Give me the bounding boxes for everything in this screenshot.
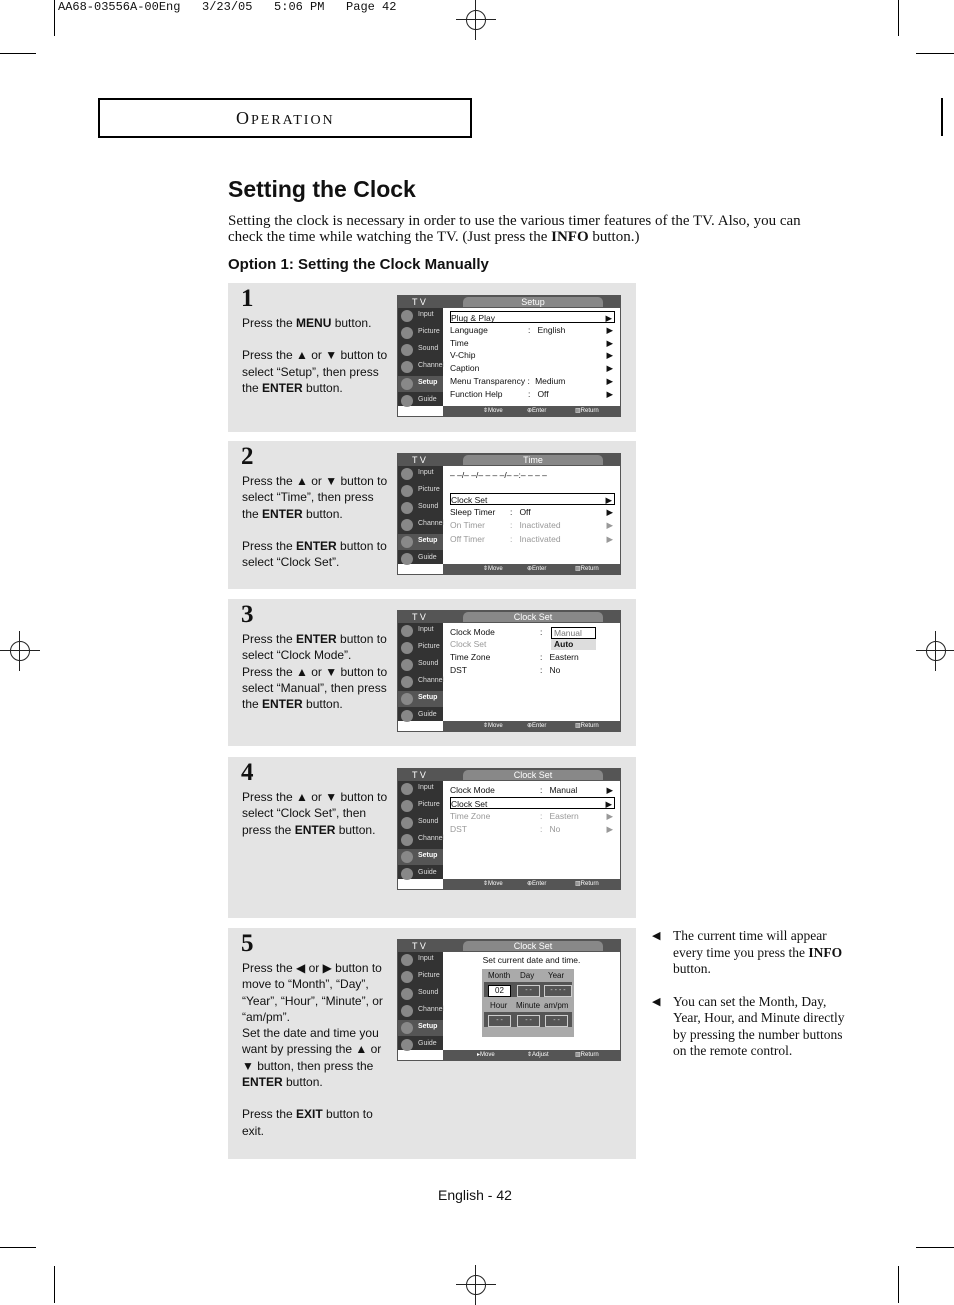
crop-mark (54, 1266, 55, 1303)
osd-footer: ⇕ Move ⊕ Enter ▥ Return (443, 406, 620, 416)
day-field: - - (517, 985, 540, 997)
section-header-box (98, 98, 472, 138)
setup-icon (401, 693, 413, 705)
step-1-panel (228, 283, 636, 432)
crop-mark (898, 1266, 899, 1303)
dropdown-option: Manual (551, 627, 596, 639)
tv-osd-screen: T V Clock Set Input Picture Sound Channel Setup Guide Clock Mode : Clock Set Time Zone : Eastern DST : No Manual Auto ⇕ Move ⊕ Enter ▥ Return (397, 610, 621, 732)
picture-icon (401, 800, 413, 812)
channel-icon (401, 834, 413, 846)
osd-menu-row: Clock Mode : Manual ▶ (450, 785, 613, 795)
registration-mark-icon (456, 1265, 496, 1305)
year-field: - - - - (544, 985, 572, 997)
tv-osd-screen: T V Clock Set Input Picture Sound Channel Setup Guide Clock Mode : Manual ▶ Clock Set ▶ Time Zone : Eastern ▶ DST : No ▶ ⇕ Move ⊕ Enter ▥ Return (397, 768, 621, 890)
crop-mark (0, 53, 36, 54)
registration-mark-icon (916, 631, 954, 671)
osd-title: Clock Set (513, 770, 553, 780)
osd-sidebar: Input Picture Sound Channel Setup Guide (398, 952, 443, 1050)
osd-menu-row: Menu Transparency : Medium ▶ (450, 376, 613, 386)
section-label: OPERATION (236, 108, 335, 128)
tv-osd-screen: T V Clock Set Input Picture Sound Channel Setup Guide Set current date and time. Month Day Year 02 - - - - - - Hour Minute am/pm - - - - - - ▸ Move ⇕ Adjust ▥ Return (397, 939, 621, 1061)
pointer-icon: ◀ (652, 930, 661, 942)
crop-mark (0, 1247, 36, 1248)
minute-field: - - (517, 1015, 540, 1027)
side-notes (652, 928, 852, 1076)
osd-menu-row: Caption ▶ (450, 363, 613, 373)
step-5-panel (228, 928, 636, 1159)
input-icon (401, 625, 413, 637)
osd-menu-row: V-Chip ▶ (450, 350, 613, 360)
step-3-panel (228, 599, 636, 746)
osd-menu-row: Plug & Play ▶ (450, 311, 615, 323)
guide-icon (401, 710, 413, 722)
osd-menu-row: DST : No ▶ (450, 824, 613, 834)
input-icon (401, 783, 413, 795)
step-number: 4 (241, 759, 254, 786)
page-number: English - 42 (438, 1187, 512, 1203)
step-instructions: Press the ▲ or ▼ button to select “Clock Set”, then press the ENTER button. (242, 790, 388, 837)
step-number: 2 (241, 443, 254, 470)
sound-icon (401, 659, 413, 671)
osd-clock-readout: – –/– –/– – – –/– –:– – – – (450, 470, 547, 480)
print-meta: AA68-03556A-00Eng 3/23/05 5:06 PM Page 42 (58, 0, 397, 14)
input-icon (401, 468, 413, 480)
guide-icon (401, 553, 413, 565)
step-2-panel (228, 441, 636, 589)
pointer-icon: ◀ (652, 995, 661, 1008)
step-instructions: Press the ◀ or ▶ button to move to “Month”, “Day”, “Year”, “Hour”, “Minute”, or “am/pm”. Set the date and time you want by pressing the ▲ or ▼ button, then press the ENTER button. Press the EXIT button to exit. (242, 961, 383, 1138)
step-instructions: Press the ▲ or ▼ button to select “Time”, then press the ENTER button. Press the ENTER button to select “Clock Set”. (242, 474, 388, 570)
osd-sidebar: Input Picture Sound Channel Setup Guide (398, 781, 443, 879)
osd-menu-row: Clock Set (450, 639, 487, 649)
osd-menu-row: Clock Mode : (450, 627, 543, 637)
sound-icon (401, 344, 413, 356)
sound-icon (401, 988, 413, 1000)
page-title: Setting the Clock (228, 176, 416, 202)
input-icon (401, 310, 413, 322)
picture-icon (401, 971, 413, 983)
setup-icon (401, 378, 413, 390)
step-number: 3 (241, 601, 254, 628)
osd-menu-row: Time ▶ (450, 338, 613, 348)
osd-footer: ⇕ Move ⊕ Enter ▥ Return (443, 564, 620, 574)
channel-icon (401, 676, 413, 688)
tv-osd-screen: T V Setup Input Picture Sound Channel Setup Guide Plug & Play ▶ Language : English ▶ Time ▶ V-Chip ▶ Caption ▶ Menu Transparency : Medium ▶ Function Help : Off ▶ ⇕ Move ⊕ Enter ▥ Return (397, 295, 621, 417)
osd-footer: ⇕ Move ⊕ Enter ▥ Return (443, 879, 620, 889)
crop-mark (916, 53, 954, 54)
osd-footer: ⇕ Move ⊕ Enter ▥ Return (443, 721, 620, 731)
crop-mark (54, 0, 55, 36)
osd-title: Time (523, 455, 543, 465)
dropdown-option: Auto (551, 639, 596, 650)
step-number: 5 (241, 930, 254, 957)
registration-mark-icon (0, 631, 40, 671)
input-icon (401, 954, 413, 966)
guide-icon (401, 395, 413, 407)
step-instructions: Press the MENU button. Press the ▲ or ▼ button to select “Setup”, then press the ENTER button. (242, 316, 388, 395)
osd-menu-row: Sleep Timer : Off ▶ (450, 507, 613, 517)
osd-menu-row: Function Help : Off ▶ (450, 389, 613, 399)
intro-paragraph: Setting the clock is necessary in order to use the various timer features of the TV. Also, you can check the time while watching the TV. (Just press the INFO button.) (228, 213, 801, 245)
osd-prompt: Set current date and time. (482, 955, 581, 965)
tv-osd-screen: T V Time Input Picture Sound Channel Setup Guide – –/– –/– – – –/– –:– – – – Clock Set ▶ Sleep Timer : Off ▶ On Timer : Inactivated ▶ Off Timer : Inactivated ▶ ⇕ Move ⊕ Enter ▥ Return (397, 453, 621, 575)
osd-footer: ▸ Move ⇕ Adjust ▥ Return (443, 1050, 620, 1060)
picture-icon (401, 327, 413, 339)
note-item: ◀ The current time will appear every time you press the INFO button. (652, 928, 843, 976)
channel-icon (401, 1005, 413, 1017)
osd-menu-row: Time Zone : Eastern (450, 652, 579, 662)
osd-menu-row: Off Timer : Inactivated ▶ (450, 534, 613, 544)
osd-menu-row: Language : English ▶ (450, 325, 613, 335)
channel-icon (401, 519, 413, 531)
crop-mark (916, 1247, 954, 1248)
step-number: 1 (241, 285, 254, 312)
setup-icon (401, 1022, 413, 1034)
osd-sidebar: Input Picture Sound Channel Setup Guide (398, 466, 443, 564)
step-4-panel (228, 757, 636, 918)
setup-icon (401, 536, 413, 548)
hour-field: - - (488, 1015, 511, 1027)
step-instructions: Press the ENTER button to select “Clock Mode”. Press the ▲ or ▼ button to select “Manual”, then press the ENTER button. (242, 632, 388, 712)
setup-icon (401, 851, 413, 863)
date-time-editor: Month Day Year 02 - - - - - - Hour Minute am/pm - - - - - - (482, 969, 574, 1037)
osd-title: Setup (521, 297, 545, 307)
osd-menu-row: Clock Set ▶ (450, 493, 615, 505)
picture-icon (401, 642, 413, 654)
guide-icon (401, 868, 413, 880)
ampm-field: - - (545, 1015, 568, 1027)
osd-sidebar: Input Picture Sound Channel Setup Guide (398, 308, 443, 406)
sound-icon (401, 817, 413, 829)
channel-icon (401, 361, 413, 373)
option-subtitle: Option 1: Setting the Clock Manually (228, 256, 489, 273)
sound-icon (401, 502, 413, 514)
guide-icon (401, 1039, 413, 1051)
osd-menu-row: Clock Set ▶ (450, 797, 615, 809)
note-item: ◀ You can set the Month, Day, Year, Hour, and Minute directly by pressing the number buttons on the remote control. (652, 993, 845, 1058)
osd-title: Clock Set (513, 612, 553, 622)
clock-mode-dropdown (551, 627, 596, 650)
registration-mark-icon (456, 0, 496, 40)
osd-sidebar: Input Picture Sound Channel Setup Guide (398, 623, 443, 721)
crop-mark (898, 0, 899, 36)
osd-menu-row: Time Zone : Eastern ▶ (450, 811, 613, 821)
picture-icon (401, 485, 413, 497)
crop-mark (941, 98, 943, 136)
osd-menu-row: On Timer : Inactivated ▶ (450, 520, 613, 530)
month-field: 02 (488, 985, 511, 997)
osd-menu-row: DST : No (450, 665, 561, 675)
osd-title: Clock Set (513, 941, 553, 951)
